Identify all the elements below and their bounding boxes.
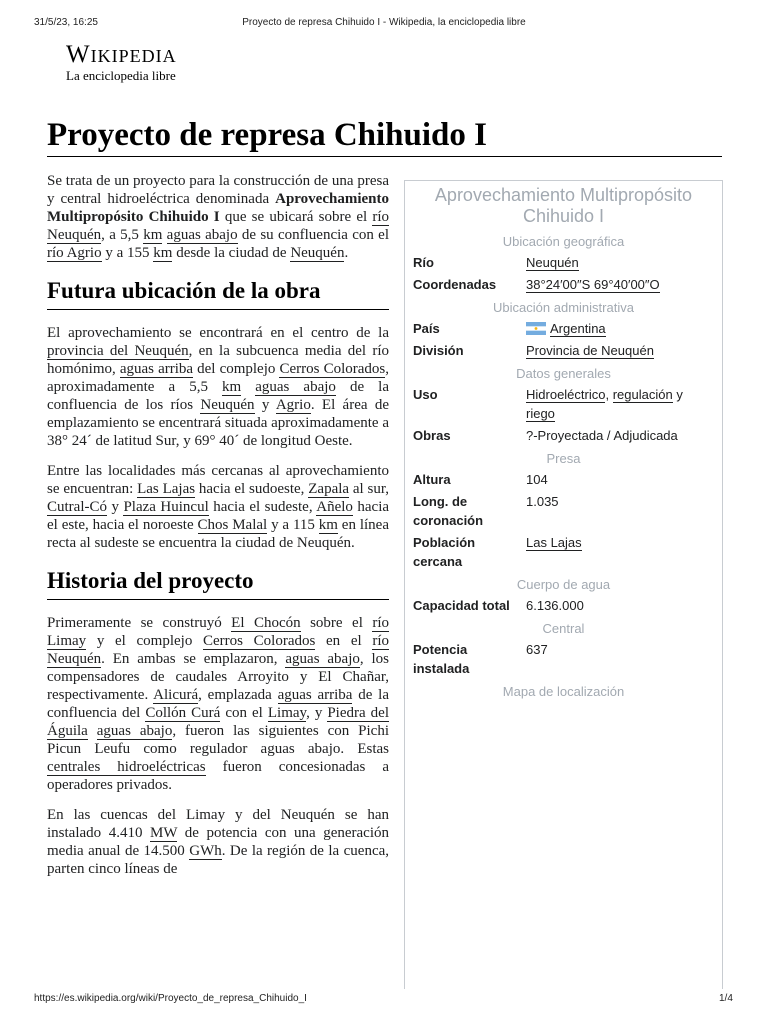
infobox-row (405, 533, 722, 574)
infobox-group-heading: Central (542, 621, 585, 636)
infobox-label: División (413, 343, 464, 358)
text-run: al sur, (349, 481, 390, 497)
text-run: de su confluencia con el (237, 227, 389, 243)
infobox-row (405, 385, 722, 426)
print-header (0, 0, 768, 28)
wiki-link[interactable]: km (153, 245, 173, 261)
infobox-label: Población cercana (413, 535, 476, 569)
text-run: , los compensadores de caudales Arroyito y El Chañar, respectivamente. (47, 651, 389, 703)
text-run (88, 723, 97, 739)
wiki-link[interactable]: aguas abajo (255, 379, 336, 395)
wiki-link[interactable]: Piedra del Águila (47, 705, 390, 739)
text-run: y a 115 (267, 517, 319, 533)
wiki-link[interactable]: Zapala (308, 481, 350, 497)
infobox-link[interactable]: Argentina (550, 321, 606, 336)
bold-text: Aprovechamiento Multipropósito Chihuido I (47, 191, 389, 225)
intro-paragraph (47, 172, 389, 262)
text-run: de potencia con una generación media anual de 14.500 (47, 825, 390, 859)
page-title: Proyecto de represa Chihuido I (47, 114, 722, 157)
wiki-link[interactable]: río Agrio (47, 245, 102, 261)
infobox-link[interactable]: riego (526, 406, 555, 421)
text-run: y (254, 397, 276, 413)
text-run: de la confluencia de los ríos (47, 379, 389, 413)
text-run: , y (306, 705, 328, 721)
section-paragraph (47, 806, 389, 878)
text-run: de la confluencia del (47, 687, 389, 721)
wiki-link[interactable]: km (222, 379, 242, 395)
infobox-row (405, 341, 722, 363)
infobox-value (526, 275, 712, 297)
infobox-label: Long. de coronación (413, 494, 484, 528)
text-run: . El área de emplazamiento se encentrará situada aproximadamente a 38° 24´ de latitud Sur, y 69° 40´ de longitud Oeste. (47, 397, 389, 449)
infobox-value (526, 385, 712, 426)
text-run: hacia el este, hacia el noroeste (47, 499, 390, 533)
wikipedia-tagline: La enciclopedia libre (66, 68, 176, 83)
infobox-link[interactable]: 38°24′00″S 69°40′00″O (526, 277, 660, 292)
wiki-link[interactable]: aguas abajo (166, 227, 238, 243)
infobox-value (526, 533, 712, 574)
text-run: Entre las localidades más cercanas al aprovechamiento se encuentran: (47, 463, 389, 497)
text-run: del complejo (193, 361, 280, 377)
text-run: 637 (526, 642, 548, 657)
text-run: y (107, 499, 124, 515)
infobox-row (405, 596, 722, 618)
print-url: https://es.wikipedia.org/wiki/Proyecto_de_represa_Chihuido_I (34, 993, 307, 1004)
infobox-body (405, 231, 722, 703)
infobox-group-heading: Mapa de localización (502, 684, 625, 699)
wiki-link[interactable]: Plaza Huincul (123, 499, 209, 515)
infobox-group-heading: Ubicación geográfica (502, 234, 625, 249)
wiki-link[interactable]: aguas arriba (119, 361, 194, 377)
infobox-group-heading: Presa (546, 451, 581, 466)
wiki-link[interactable]: Cerros Colorados (203, 633, 316, 649)
text-run: , fueron las siguientes con Pichi Picun Leufu como regulador aguas abajo. Estas (47, 723, 390, 757)
infobox-label: Río (413, 255, 434, 270)
text-run: y a 155 (101, 245, 154, 261)
wiki-link[interactable]: río Neuquén (47, 633, 389, 667)
wiki-link[interactable]: aguas abajo (285, 651, 360, 667)
wiki-link[interactable]: Cerros Colorados (279, 361, 386, 377)
wiki-link[interactable]: río Neuquén (47, 209, 389, 243)
text-run: en línea recta al sudeste se encuentra la ciudad de Neuquén. (47, 517, 389, 551)
infobox-value (526, 253, 712, 275)
infobox-row (405, 319, 722, 341)
text-run: Primeramente se construyó (47, 615, 232, 631)
wiki-link[interactable]: Neuquén (290, 245, 345, 261)
text-run: hacia el sudeste, (208, 499, 317, 515)
wiki-link[interactable]: Collón Curá (145, 705, 221, 721)
infobox-label: Capacidad total (413, 598, 510, 613)
text-run: . En ambas se emplazaron, (101, 651, 286, 667)
wiki-link[interactable]: Neuquén (200, 397, 255, 413)
wiki-link[interactable]: Alicurá (153, 687, 199, 703)
argentina-flag-icon (526, 322, 546, 335)
text-run: , aproximadamente a 5,5 (47, 361, 389, 395)
text-run: 104 (526, 472, 548, 487)
infobox-label: Altura (413, 472, 451, 487)
wiki-link[interactable]: km (143, 227, 163, 243)
article-sections (47, 276, 389, 878)
wiki-link[interactable]: MW (150, 825, 178, 841)
print-page-title: Proyecto de represa Chihuido I - Wikipedia, la enciclopedia libre (242, 17, 526, 28)
text-run: desde la ciudad de (172, 245, 291, 261)
infobox-value (526, 470, 712, 492)
text-run: fueron concesionadas a operadores privados. (47, 759, 389, 793)
section-paragraph (47, 462, 389, 552)
text-run: , a 5,5 (101, 227, 144, 243)
infobox-label: País (413, 321, 440, 336)
section-paragraph (47, 614, 389, 794)
section-heading: Futura ubicación de la obra (47, 276, 389, 310)
text-run: , emplazada (198, 687, 278, 703)
infobox-label: Uso (413, 387, 438, 402)
text-run: , (605, 387, 613, 402)
infobox-value (526, 426, 712, 448)
text-run: ?-Proyectada / Adjudicada (526, 428, 678, 443)
infobox-value (526, 341, 712, 363)
text-run: , en la subcuenca media del río homónimo, (47, 343, 390, 377)
infobox-link[interactable]: Provincia de Neuquén (526, 343, 654, 358)
infobox-group-heading: Ubicación administrativa (493, 300, 634, 315)
infobox-group-heading: Cuerpo de agua (516, 577, 611, 592)
wiki-link[interactable]: río Limay (47, 615, 389, 649)
section-heading: Historia del proyecto (47, 566, 389, 600)
wikipedia-wordmark: Wikipedia (66, 41, 177, 68)
wiki-link[interactable]: aguas arriba (277, 687, 353, 703)
infobox-link[interactable]: Hidroeléctrico (526, 387, 606, 402)
article-body (47, 172, 389, 890)
infobox (404, 180, 723, 989)
text-run: . (344, 245, 349, 261)
text-run: con el (220, 705, 268, 721)
text-run: y (672, 387, 683, 402)
wiki-link[interactable]: Las Lajas (137, 481, 196, 497)
print-date: 31/5/23, 16:25 (34, 17, 98, 28)
infobox-link[interactable]: Neuquén (526, 255, 579, 270)
wiki-link[interactable]: Limay (267, 705, 307, 721)
text-run (162, 227, 166, 243)
wiki-link[interactable]: Chos Malal (197, 517, 268, 533)
infobox-row (405, 492, 722, 533)
infobox-value (526, 319, 712, 341)
wiki-link[interactable]: km (318, 517, 338, 533)
wiki-link[interactable]: GWh (189, 843, 222, 859)
infobox-row (405, 470, 722, 492)
text-run: 6.136.000 (526, 598, 584, 613)
print-page-number: 1/4 (719, 993, 733, 1004)
infobox-row (405, 640, 722, 681)
infobox-label: Obras (413, 428, 451, 443)
text-run: y el complejo (86, 633, 203, 649)
wiki-link[interactable]: El Chocón (231, 615, 301, 631)
infobox-row (405, 426, 722, 448)
section-paragraph (47, 324, 389, 450)
text-run (241, 379, 255, 395)
text-run: 1.035 (526, 494, 559, 509)
infobox-label: Potencia instalada (413, 642, 470, 676)
text-run: El aprovechamiento se encontrará en el centro de la (47, 325, 389, 341)
infobox-label: Coordenadas (413, 277, 497, 292)
infobox-value (526, 640, 712, 681)
wikipedia-logo[interactable] (66, 42, 177, 84)
wiki-link[interactable]: Agrio (275, 397, 311, 413)
infobox-value (526, 492, 712, 533)
infobox-link[interactable]: Las Lajas (526, 535, 582, 550)
wiki-link[interactable]: aguas abajo (96, 723, 173, 739)
infobox-group-heading: Datos generales (516, 366, 611, 381)
infobox-row (405, 253, 722, 275)
wiki-link[interactable]: Añelo (316, 499, 353, 515)
infobox-link[interactable]: regulación (612, 387, 673, 402)
text-run: Se trata de un proyecto para la construcción de una presa y central hidroeléctrica denominada (47, 173, 389, 207)
text-run: En las cuencas del Limay y del Neuquén se han instalado 4.410 (47, 807, 389, 841)
text-run: hacia el sudoeste, (195, 481, 309, 497)
text-run: sobre el (300, 615, 373, 631)
infobox-value (526, 596, 712, 618)
wiki-link[interactable]: centrales hidroeléctricas (47, 759, 206, 775)
wiki-link[interactable]: Cutral-Có (47, 499, 107, 515)
text-run: que se ubicará sobre el (219, 209, 373, 225)
infobox-row (405, 275, 722, 297)
text-run: en el (315, 633, 373, 649)
infobox-title: Aprovechamiento Multipropósito Chihuido I (434, 185, 693, 226)
text-run: . De la región de la cuenca, parten cinco líneas de (47, 843, 390, 877)
wiki-link[interactable]: provincia del Neuquén (47, 343, 189, 359)
